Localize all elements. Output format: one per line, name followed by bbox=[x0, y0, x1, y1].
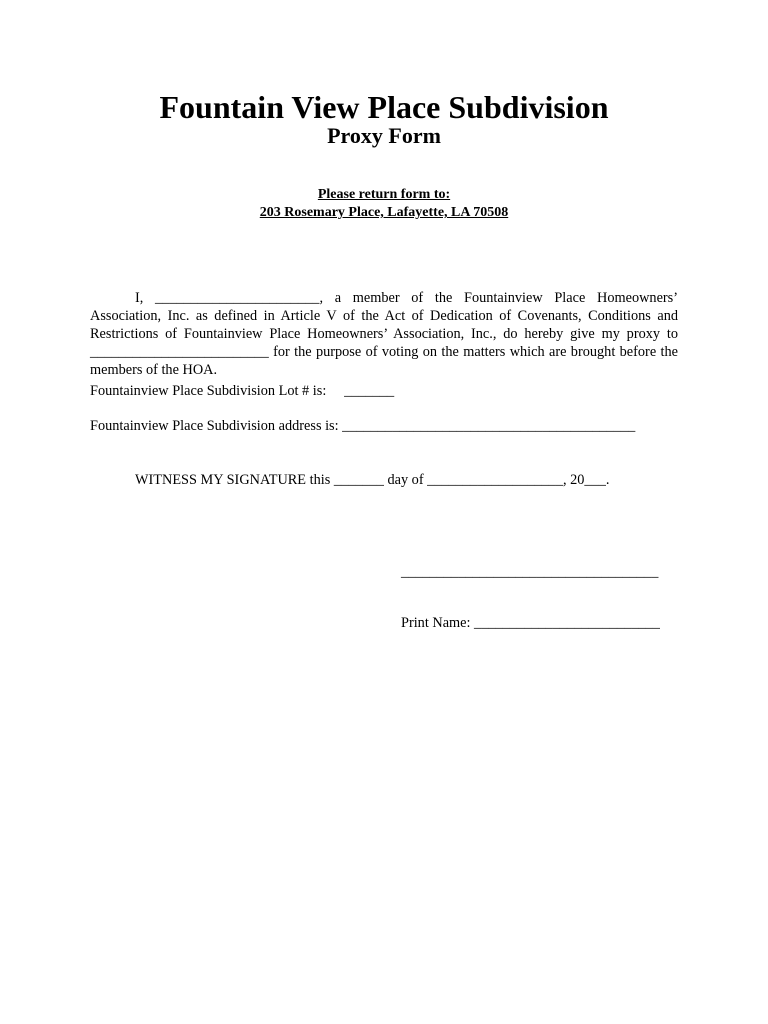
witness-signature-line: WITNESS MY SIGNATURE this _______ day of ___________________, 20___. bbox=[135, 472, 610, 488]
signature-blank: ____________________________________ bbox=[401, 564, 659, 580]
subdivision-address-line: Fountainview Place Subdivision address is: _________________________________________ bbox=[90, 418, 636, 434]
proxy-paragraph bbox=[90, 289, 678, 379]
print-name-line: Print Name: __________________________ bbox=[401, 615, 660, 631]
return-label: Please return form to: bbox=[317, 187, 451, 202]
document-subtitle: Proxy Form bbox=[327, 123, 441, 148]
return-address-block bbox=[0, 186, 768, 222]
document-title: Fountain View Place Subdivision bbox=[159, 89, 609, 125]
lot-number-line: Fountainview Place Subdivision Lot # is: _______ bbox=[90, 383, 395, 399]
return-address: 203 Rosemary Place, Lafayette, LA 70508 bbox=[259, 205, 509, 220]
proxy-paragraph-text: I, _______________________, a member of the Fountainview Place Homeowners’ Association, Inc. as defined in Article V of the Act of Dedication of Covenants, Conditions and Restrictions of Fountainview Place Homeowners’ Association, Inc., do hereby give my proxy to _________________________ for the purpose of voting on the matters which are brought before the members of the HOA. bbox=[90, 290, 678, 379]
